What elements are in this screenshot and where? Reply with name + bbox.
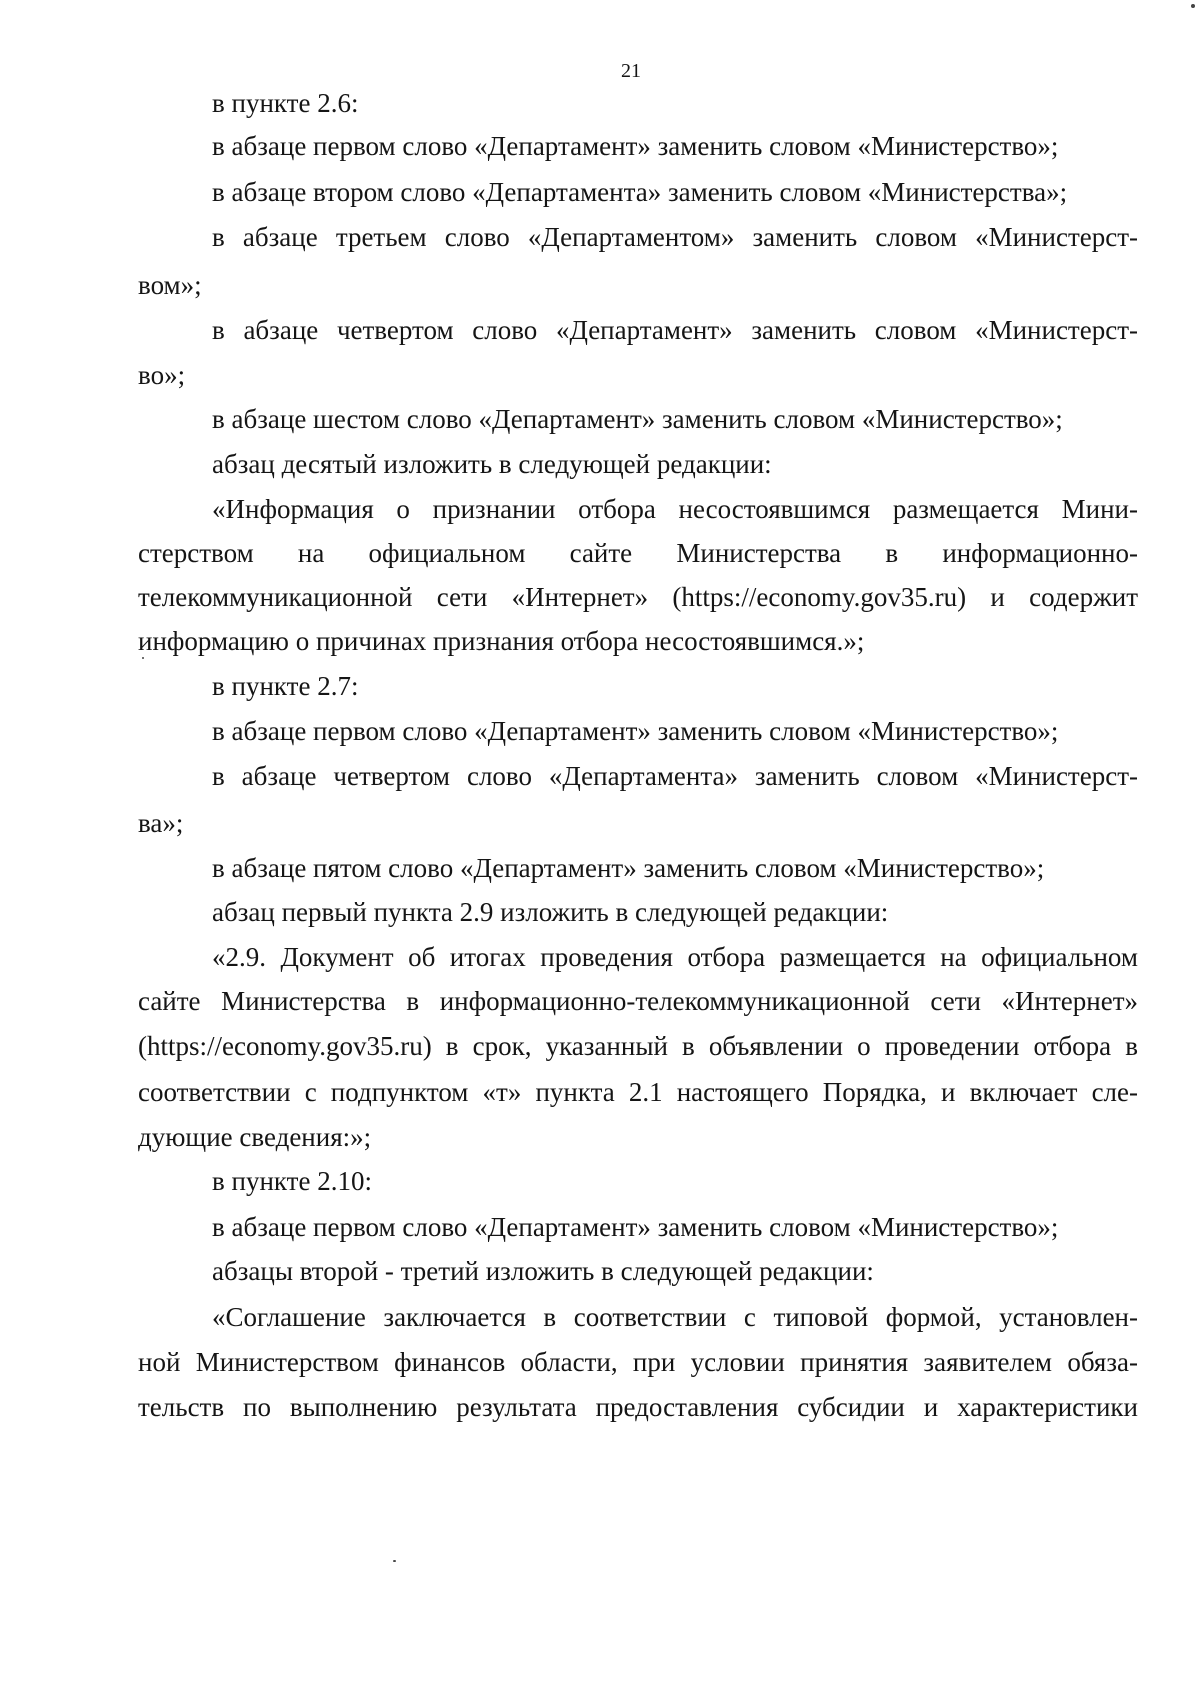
text-line: в абзаце первом слово «Департамент» заменить словом «Министерство»; [212,716,1059,746]
text-line: в пункте 2.7: [212,671,359,701]
text-line: «2.9. Документ об итогах проведения отбора размещается на официальном [212,942,1138,972]
text-line: в абзаце первом слово «Департамент» заменить словом «Министерство»; [212,1212,1059,1242]
text-line: во»; [138,360,186,390]
text-line: «Информация о признании отбора несостоявшимся размещается Мини- [212,494,1138,524]
text-line: в абзаце пятом слово «Департамент» заменить словом «Министерство»; [212,853,1045,883]
page-number: 21 [621,60,641,82]
text-line: (https://economy.gov35.ru) в срок, указанный в объявлении о проведении отбора в [138,1031,1138,1061]
text-line: в абзаце четвертом слово «Департамента» заменить словом «Министерст- [212,761,1138,791]
text-line: тельств по выполнению результата предоставления субсидии и характеристики [138,1392,1138,1422]
text-line: в абзаце третьем слово «Департаментом» заменить словом «Министерст- [212,222,1138,252]
text-line: ва»; [138,808,184,838]
text-line: стерством на официальном сайте Министерства в информационно- [138,538,1138,568]
text-line: в пункте 2.10: [212,1166,372,1196]
text-line: в абзаце втором слово «Департамента» заменить словом «Министерства»; [212,177,1068,207]
text-line: в абзаце первом слово «Департамент» заменить словом «Министерство»; [212,131,1059,161]
text-line: соответствии с подпунктом «т» пункта 2.1 настоящего Порядка, и включает сле- [138,1077,1138,1107]
text-line: в абзаце четвертом слово «Департамент» заменить словом «Министерст- [212,315,1138,345]
text-line: в абзаце шестом слово «Департамент» заменить словом «Министерство»; [212,404,1063,434]
text-line: сайте Министерства в информационно-телекоммуникационной сети «Интернет» [138,986,1138,1016]
text-line: ной Министерством финансов области, при условии принятия заявителем обяза- [138,1347,1138,1377]
text-line: телекоммуникационной сети «Интернет» (https://economy.gov35.ru) и содержит [138,582,1138,612]
text-line: информацию о причинах признания отбора несостоявшимся.»; [138,626,865,656]
text-line: абзац десятый изложить в следующей редакции: [212,449,772,479]
text-line: в пункте 2.6: [212,88,359,118]
text-line: дующие сведения:»; [138,1122,372,1152]
scan-speck [142,657,144,659]
text-line: абзац первый пункта 2.9 изложить в следующей редакции: [212,897,889,927]
text-line: вом»; [138,270,202,300]
text-line: абзацы второй - третий изложить в следующей редакции: [212,1256,874,1286]
scan-speck [393,1560,396,1562]
text-line: «Соглашение заключается в соответствии с типовой формой, установлен- [212,1302,1138,1332]
scan-speck [1191,4,1195,8]
